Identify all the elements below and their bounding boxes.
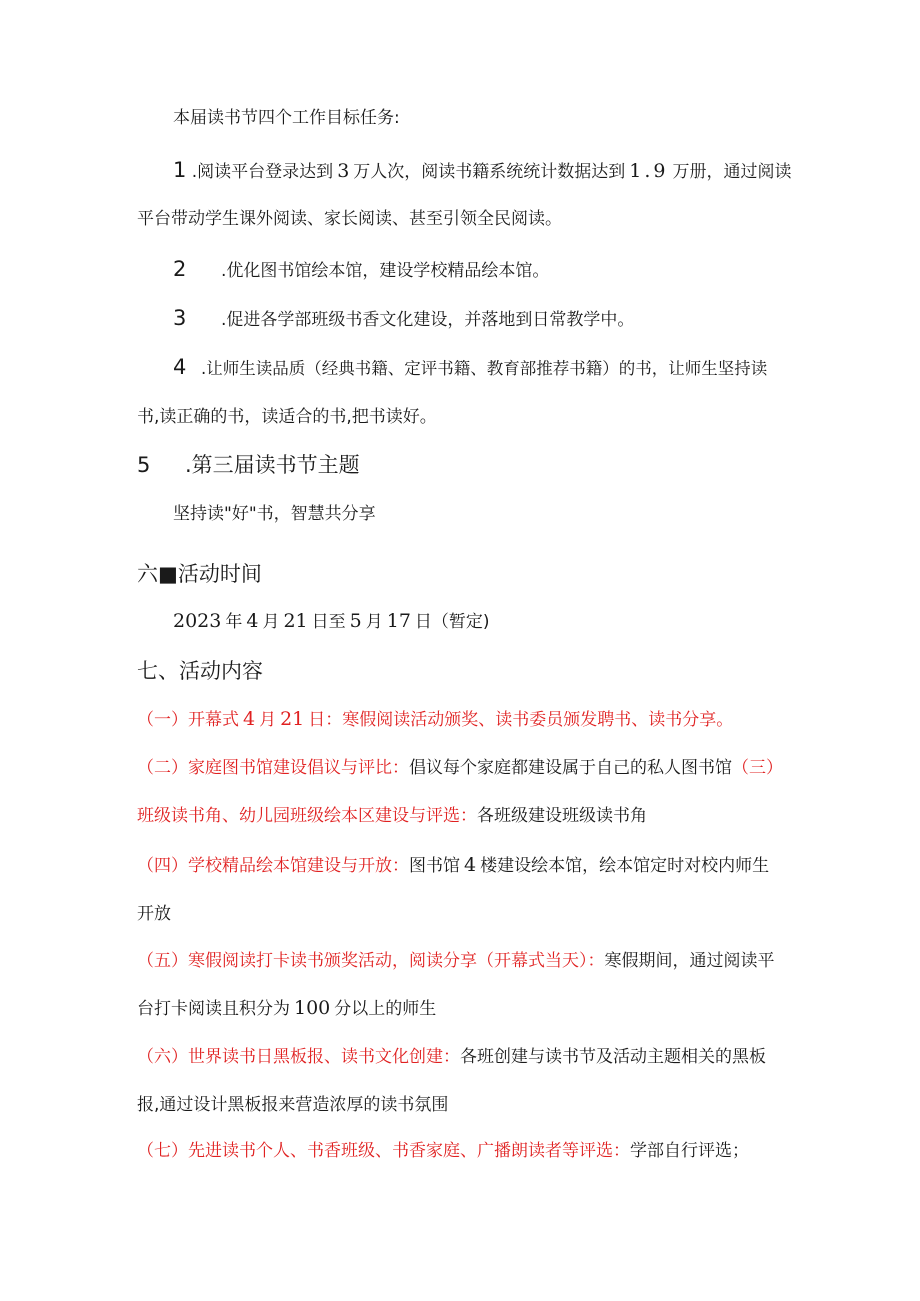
section-5-heading (137, 451, 360, 479)
item-4 (137, 853, 769, 878)
date-day-start: 21 (283, 610, 308, 632)
item-4-label: （四）学校精品绘本馆建设与开放： (137, 856, 409, 876)
item-5-cont-b: 分以上的师生 (334, 999, 437, 1019)
item-1 (137, 707, 733, 732)
date-text-1: 年 (225, 612, 243, 632)
item-4-floor: 4 (464, 854, 477, 876)
goal-4 (173, 355, 767, 381)
goal-1-value-1: 3 (337, 160, 350, 182)
item-3-label: 班级读书角、幼儿园班级绘本区建设与评选： (137, 806, 477, 826)
goal-4-continuation: 书,读正确的书，读适合的书,把书读好。 (137, 407, 437, 427)
goal-1-value-2: 1.9 (629, 160, 669, 182)
item-1-month: 4 (243, 708, 256, 730)
item-3-marker: （三） (732, 758, 783, 778)
goal-1-continuation: 平台带动学生课外阅读、家长阅读、甚至引领全民阅读。 (137, 209, 562, 229)
item-1-text-b: 月 (259, 710, 277, 730)
section-7-title: 七、活动内容 (137, 659, 263, 683)
goal-1-text-a: .阅读平台登录达到 (186, 162, 334, 182)
date-year: 2023 (173, 610, 222, 632)
date-text-4: 月 (365, 612, 383, 632)
goal-1-text-b: 万人次，阅读书籍系统统计数据达到 (353, 162, 626, 182)
item-2-text: 倡议每个家庭都建设属于自己的私人图书馆 (409, 758, 732, 778)
goal-2-text: .优化图书馆绘本馆，建设学校精品绘本馆。 (221, 261, 550, 281)
item-5-points: 100 (294, 997, 331, 1019)
item-5-text: 寒假期间，通过阅读平 (604, 951, 775, 971)
goal-3-number: 3 (173, 306, 187, 330)
item-5 (137, 949, 775, 973)
section-5-theme: 坚持读"好"书，智慧共分享 (173, 504, 376, 524)
item-6 (137, 1045, 766, 1069)
section-5-title: .第三届读书节主题 (185, 453, 360, 477)
goal-2 (173, 257, 549, 283)
item-1-day: 21 (280, 708, 305, 730)
date-day-end: 17 (386, 610, 411, 632)
activity-dates (173, 609, 490, 634)
item-5-continuation (137, 996, 436, 1021)
item-3 (137, 804, 647, 828)
item-6-text: 各班创建与读书节及活动主题相关的黑板 (460, 1047, 766, 1067)
date-month-end: 5 (349, 610, 362, 632)
section-6-title: 六■活动时间 (137, 562, 262, 586)
item-7-text: 学部自行评选； (630, 1141, 749, 1161)
date-text-5: 日（暂定) (414, 612, 490, 632)
item-7-label: （七）先进读书个人、书香班级、书香家庭、广播朗读者等评选： (137, 1141, 630, 1161)
date-text-3: 日至 (311, 612, 346, 632)
goal-4-number: 4 (173, 355, 187, 379)
item-7 (137, 1139, 749, 1163)
date-month-start: 4 (246, 610, 259, 632)
goal-1-text-c: 万册，通过阅读 (672, 162, 792, 182)
date-text-2: 月 (262, 612, 280, 632)
item-4-text-b: 楼建设绘本馆，绘本馆定时对校内师生 (480, 856, 770, 876)
item-6-label: （六）世界读书日黑板报、读书文化创建： (137, 1047, 460, 1067)
goal-1-number: 1 (173, 158, 187, 182)
goal-4-text: .让师生读品质（经典书籍、定评书籍、教育部推荐书籍）的书，让师生坚持读 (201, 359, 768, 378)
item-3-text: 各班级建设班级读书角 (477, 806, 647, 826)
intro-text: 本届读书节四个工作目标任务: (173, 108, 400, 128)
item-5-label: （五）寒假阅读打卡读书颁奖活动，阅读分享（开幕式当天）： (137, 951, 605, 971)
item-4-text-a: 图书馆 (409, 856, 460, 876)
goal-3 (173, 306, 634, 332)
goal-3-text: .促进各学部班级书香文化建设，并落地到日常教学中。 (221, 310, 635, 330)
item-6-continuation: 报,通过设计黑板报来营造浓厚的读书氛围 (137, 1095, 449, 1115)
item-5-cont-a: 台打卡阅读且积分为 (137, 999, 290, 1019)
goal-2-number: 2 (173, 257, 187, 281)
section-5-number: 5 (137, 453, 151, 477)
item-2-label: （二）家庭图书馆建设倡议与评比： (137, 758, 409, 778)
item-4-continuation: 开放 (137, 904, 171, 924)
item-1-text-a: （一）开幕式 (137, 710, 239, 730)
goal-1 (173, 158, 792, 184)
item-2 (137, 756, 783, 780)
item-1-text-c: 日：寒假阅读活动颁奖、读书委员颁发聘书、读书分享。 (308, 710, 734, 730)
